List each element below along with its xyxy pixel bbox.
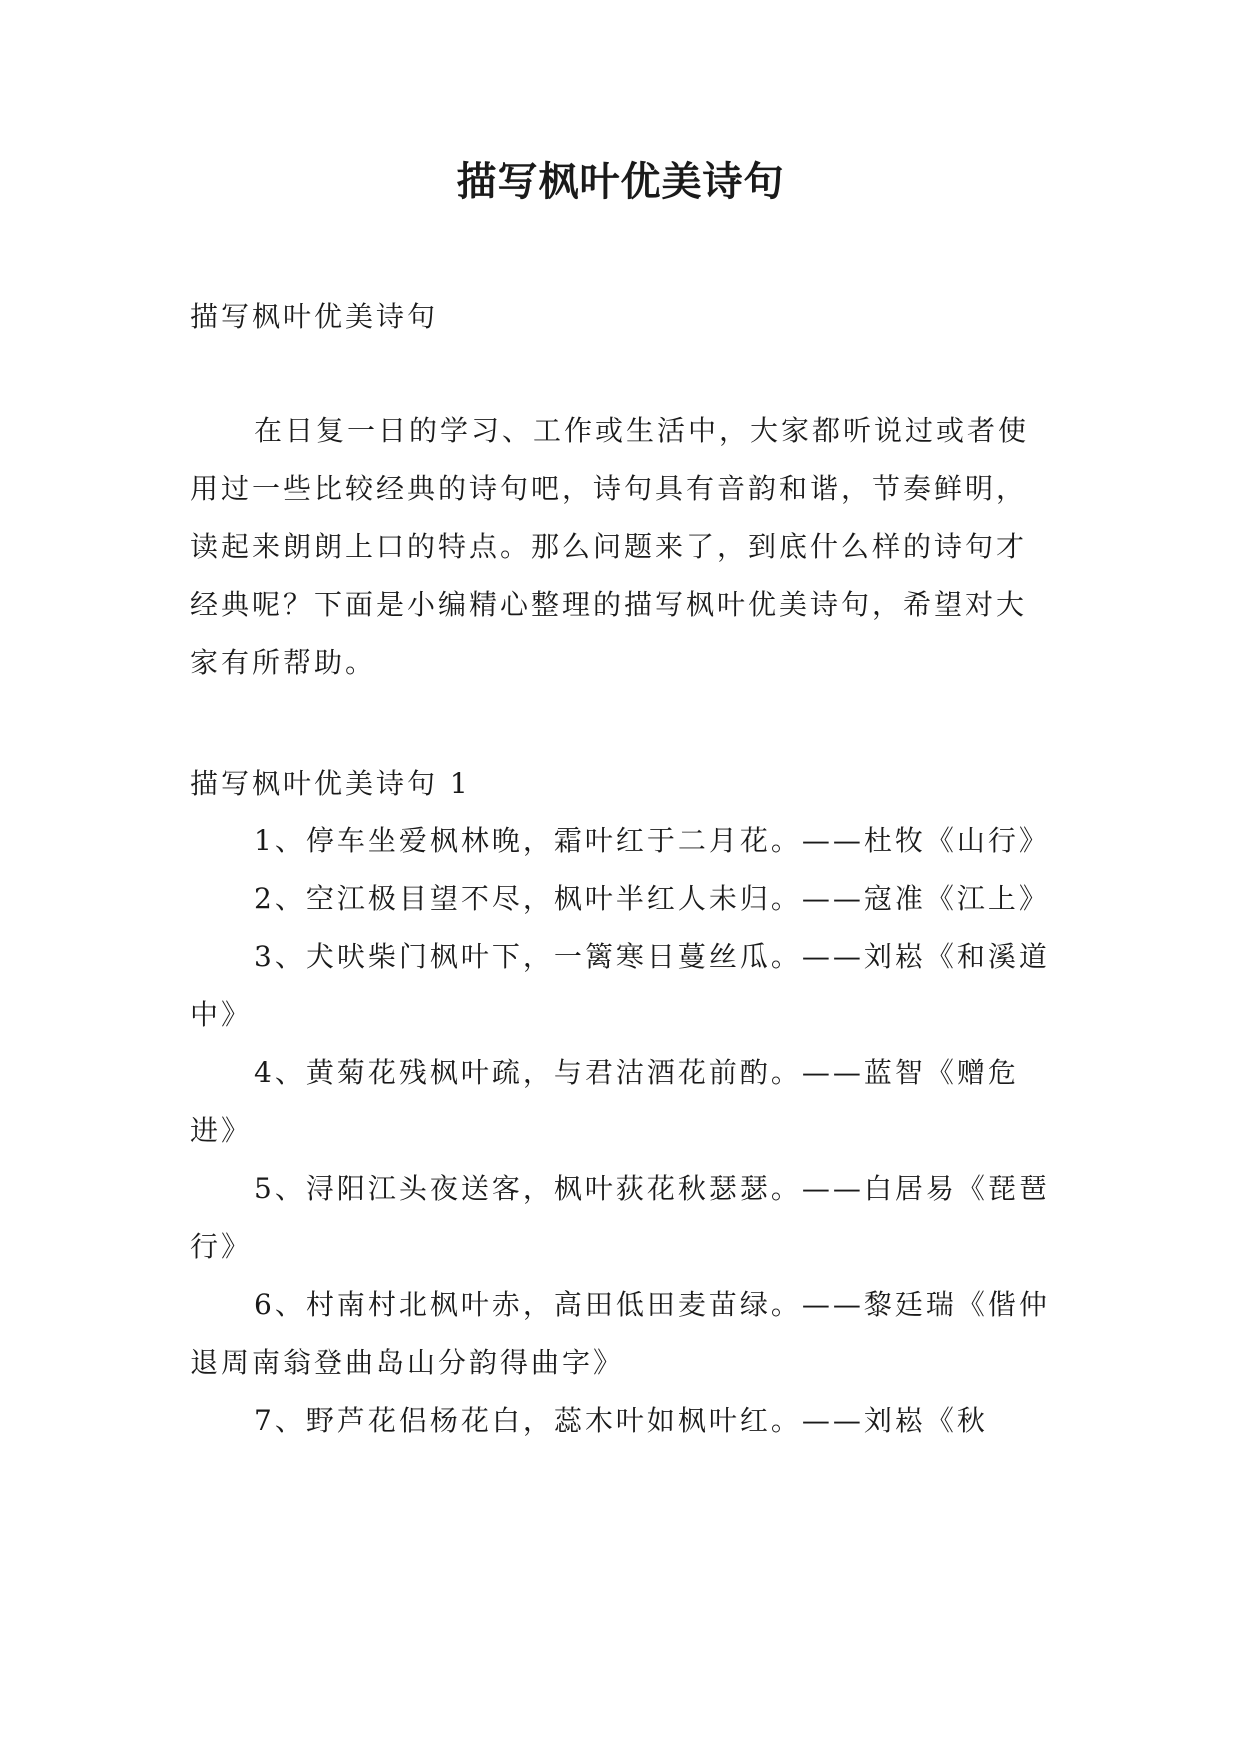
intro-paragraph: 在日复一日的学习、工作或生活中，大家都听说过或者使用过一些比较经典的诗句吧，诗句具有音韵和谐，节奏鲜明，读起来朗朗上口的特点。那么问题来了，到底什么样的诗句才经典呢？下面是小编精心整理的描写枫叶优美诗句，希望对大家有所帮助。: [190, 414, 1030, 679]
section-heading: 描写枫叶优美诗句 1: [190, 767, 471, 800]
poem-line: 3、犬吠柴门枫叶下，一篱寒日蔓丝瓜。——刘崧《和溪道中》: [190, 940, 1050, 1031]
poem-line: 2、空江极目望不尽，枫叶半红人未归。——寇准《江上》: [254, 882, 1050, 915]
poem-line: 5、浔阳江头夜送客，枫叶荻花秋瑟瑟。——白居易《琵琶行》: [190, 1172, 1050, 1263]
poem-list: [190, 812, 1052, 1450]
poem-line: 1、停车坐爱枫林晚，霜叶红于二月花。——杜牧《山行》: [254, 824, 1050, 857]
poem-line: 4、黄菊花残枫叶疏，与君沽酒花前酌。——蓝智《赠危进》: [190, 1056, 1019, 1147]
poem-line: 7、野芦花侣杨花白，蕊木叶如枫叶红。——刘崧《秋: [254, 1404, 988, 1437]
poem-line: 6、村南村北枫叶赤，高田低田麦苗绿。——黎廷瑞《偕仲退周南翁登曲岛山分韵得曲字》: [190, 1288, 1050, 1379]
document-subtitle: 描写枫叶优美诗句: [190, 300, 439, 333]
document-title: 描写枫叶优美诗句: [456, 158, 785, 205]
